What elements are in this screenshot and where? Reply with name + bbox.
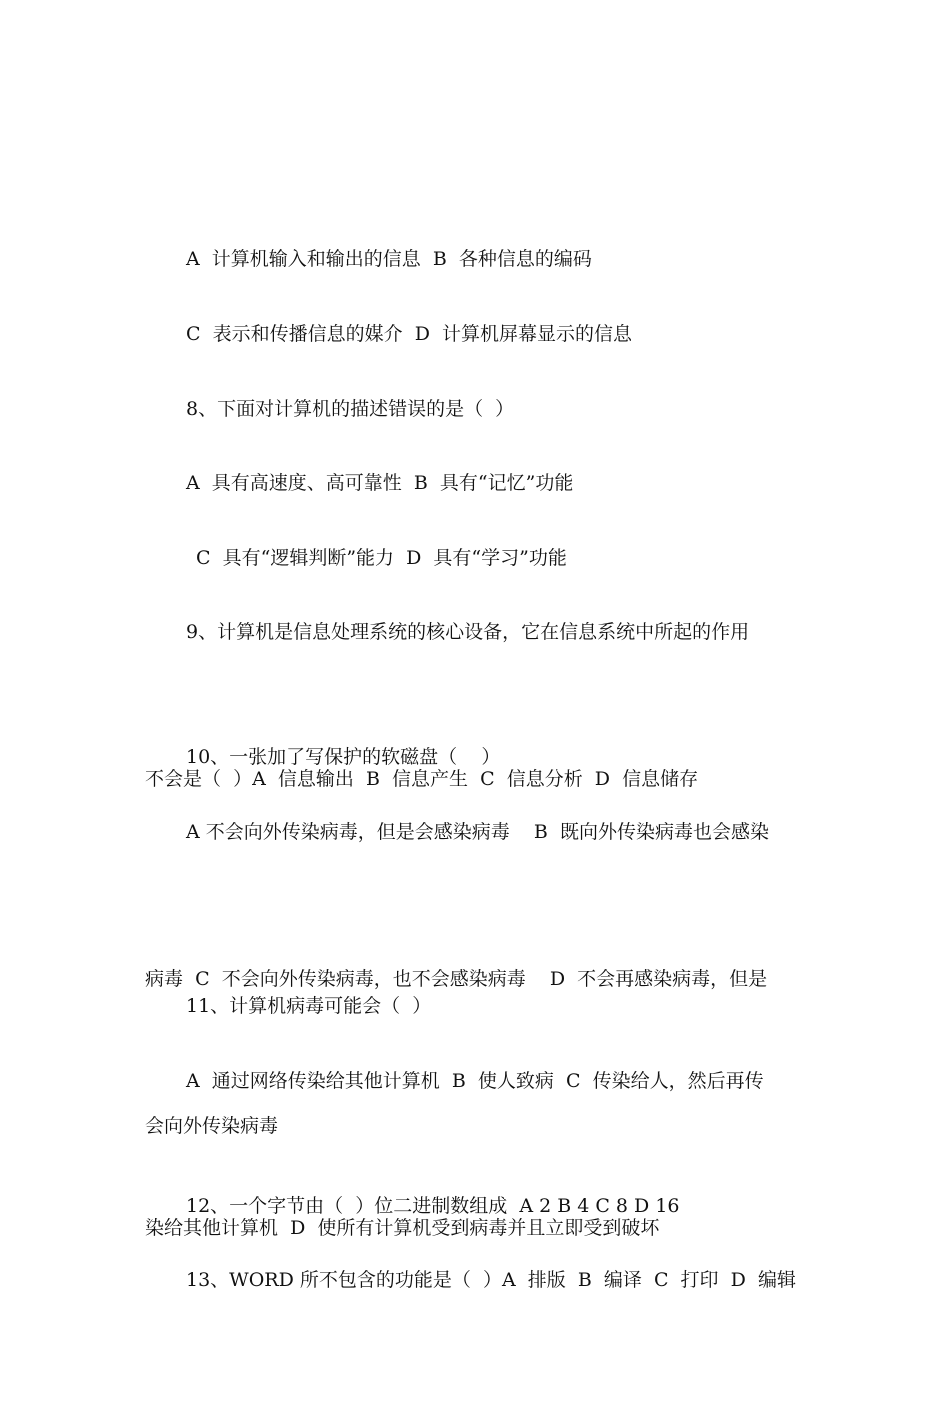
text-line: A 通过网络传染给其他计算机 B 使人致病 C 传染给人，然后再传 <box>186 1070 764 1092</box>
text-line: 8、下面对计算机的描述错误的是（ ） <box>186 398 515 420</box>
text-line: C 具有“逻辑判断”能力 D 具有“学习”功能 <box>196 547 567 569</box>
text-line: 病毒 C 不会向外传染病毒，也不会感染病毒 D 不会再感染病毒，但是 <box>145 968 768 990</box>
text-line: C 表示和传播信息的媒介 D 计算机屏幕显示的信息 <box>186 323 633 345</box>
text-line: 12、一个字节由（ ）位二进制数组成 A 2 B 4 C 8 D 16 <box>186 1195 680 1217</box>
text-line: 9、计算机是信息处理系统的核心设备，它在信息系统中所起的作用 <box>186 621 750 643</box>
text-line: A 具有高速度、高可靠性 B 具有“记忆”功能 <box>186 472 574 494</box>
text-line: 11、计算机病毒可能会（ ） <box>186 995 432 1017</box>
text-line: A 不会向外传染病毒，但是会感染病毒 B 既向外传染病毒也会感染 <box>186 821 769 843</box>
text-line: 13、WORD 所不包含的功能是（ ）A 排版 B 编译 C 打印 D 编辑 <box>186 1269 796 1291</box>
text-line: 会向外传染病毒 <box>145 1115 279 1137</box>
question-13 <box>145 1158 810 1403</box>
text-line: A 计算机输入和输出的信息 B 各种信息的编码 <box>186 248 592 270</box>
text-line: 不会是（ ）A 信息输出 B 信息产生 C 信息分析 D 信息储存 <box>145 768 699 790</box>
text-line: 染给其他计算机 D 使所有计算机受到病毒并且立即受到破坏 <box>145 1217 660 1239</box>
text-line: 10、一张加了写保护的软磁盘（ ） <box>186 746 501 768</box>
